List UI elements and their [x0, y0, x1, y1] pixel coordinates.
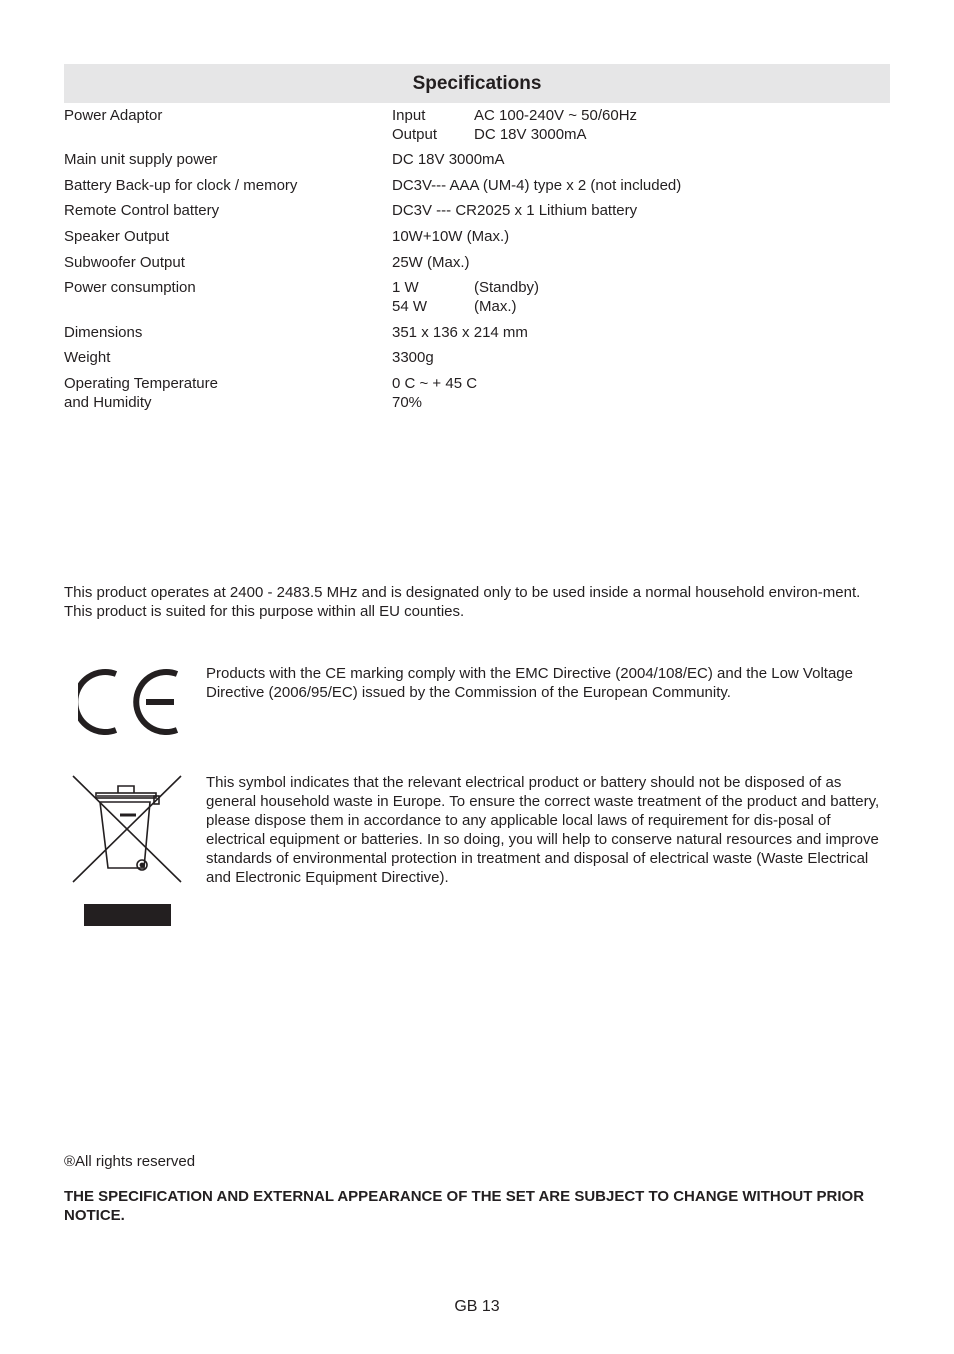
weee-date-bar	[84, 904, 171, 926]
frequency-paragraph: This product operates at 2400 - 2483.5 MHz and is designated only to be used inside a normal household environ-ment. This product is suited for this purpose within all EU counties.	[64, 584, 861, 620]
spec-label: Power Adaptor	[64, 107, 163, 124]
spec-sub-value: AC 100-240V ~ 50/60Hz	[474, 107, 638, 124]
spec-value: DC3V --- CR2025 x 1 Lithium battery	[392, 202, 638, 219]
spec-value: 351 x 136 x 214 mm	[392, 324, 528, 341]
page-number: GB 13	[454, 1298, 500, 1315]
weee-description: This symbol indicates that the relevant electrical product or battery should not be disposed of as general household waste in Europe. To ensure the correct waste treatment of the product and battery, please dispose them in accordance to any applicable local laws of requirement for dis-posal of electrical equipment or batteries. In so doing, you will help to conserve natural resources and improve standards of environmental protection in treatment and disposal of electrical waste (Waste Electrical and Electronic Equipment Directive).	[206, 774, 880, 886]
ce-mark-icon	[78, 666, 180, 738]
spec-value: 10W+10W (Max.)	[392, 228, 510, 245]
spec-value: 3300g	[392, 349, 434, 366]
spec-label: Weight	[64, 349, 111, 366]
spec-label: Speaker Output	[64, 228, 170, 245]
specifications-header	[64, 64, 890, 103]
ce-description: Products with the CE marking comply with the EMC Directive (2004/108/EC) and the Low Voltage Directive (2006/95/EC) issued by the Commission of the European Community.	[206, 665, 853, 701]
spec-label: Main unit supply power	[64, 151, 218, 168]
spec-label: Power consumption	[64, 279, 196, 296]
spec-label: Battery Back-up for clock / memory	[64, 177, 298, 194]
spec-sub-value: (Standby)	[474, 279, 540, 296]
rights-reserved: ®All rights reserved	[64, 1153, 196, 1170]
spec-label: Remote Control battery	[64, 202, 220, 219]
spec-label: Subwoofer Output	[64, 254, 185, 271]
page-title: Specifications	[412, 73, 542, 94]
spec-value-line: 70%	[392, 394, 423, 411]
crossed-out-wheelie-bin-icon	[70, 772, 184, 884]
spec-value: DC3V--- AAA (UM-4) type x 2 (not included)	[392, 177, 682, 194]
spec-label	[64, 374, 218, 412]
spec-value: DC 18V 3000mA	[392, 151, 505, 168]
spec-label-line: and Humidity	[64, 394, 152, 411]
spec-label: Dimensions	[64, 324, 143, 341]
spec-value	[392, 374, 477, 412]
spec-sub-label: Output	[392, 126, 438, 143]
spec-sub-label: Input	[392, 107, 426, 124]
change-notice: THE SPECIFICATION AND EXTERNAL APPEARANCE OF THE SET ARE SUBJECT TO CHANGE WITHOUT PRIOR NOTICE.	[64, 1188, 865, 1224]
spec-label-line: Operating Temperature	[64, 375, 218, 392]
spec-sub-value: DC 18V 3000mA	[474, 126, 587, 143]
spec-value: 25W (Max.)	[392, 254, 470, 271]
spec-sub-label: 1 W	[392, 279, 419, 296]
spec-sub-value: (Max.)	[474, 298, 517, 315]
spec-sub-label: 54 W	[392, 298, 428, 315]
spec-value-line: 0 C ~ + 45 C	[392, 375, 478, 392]
